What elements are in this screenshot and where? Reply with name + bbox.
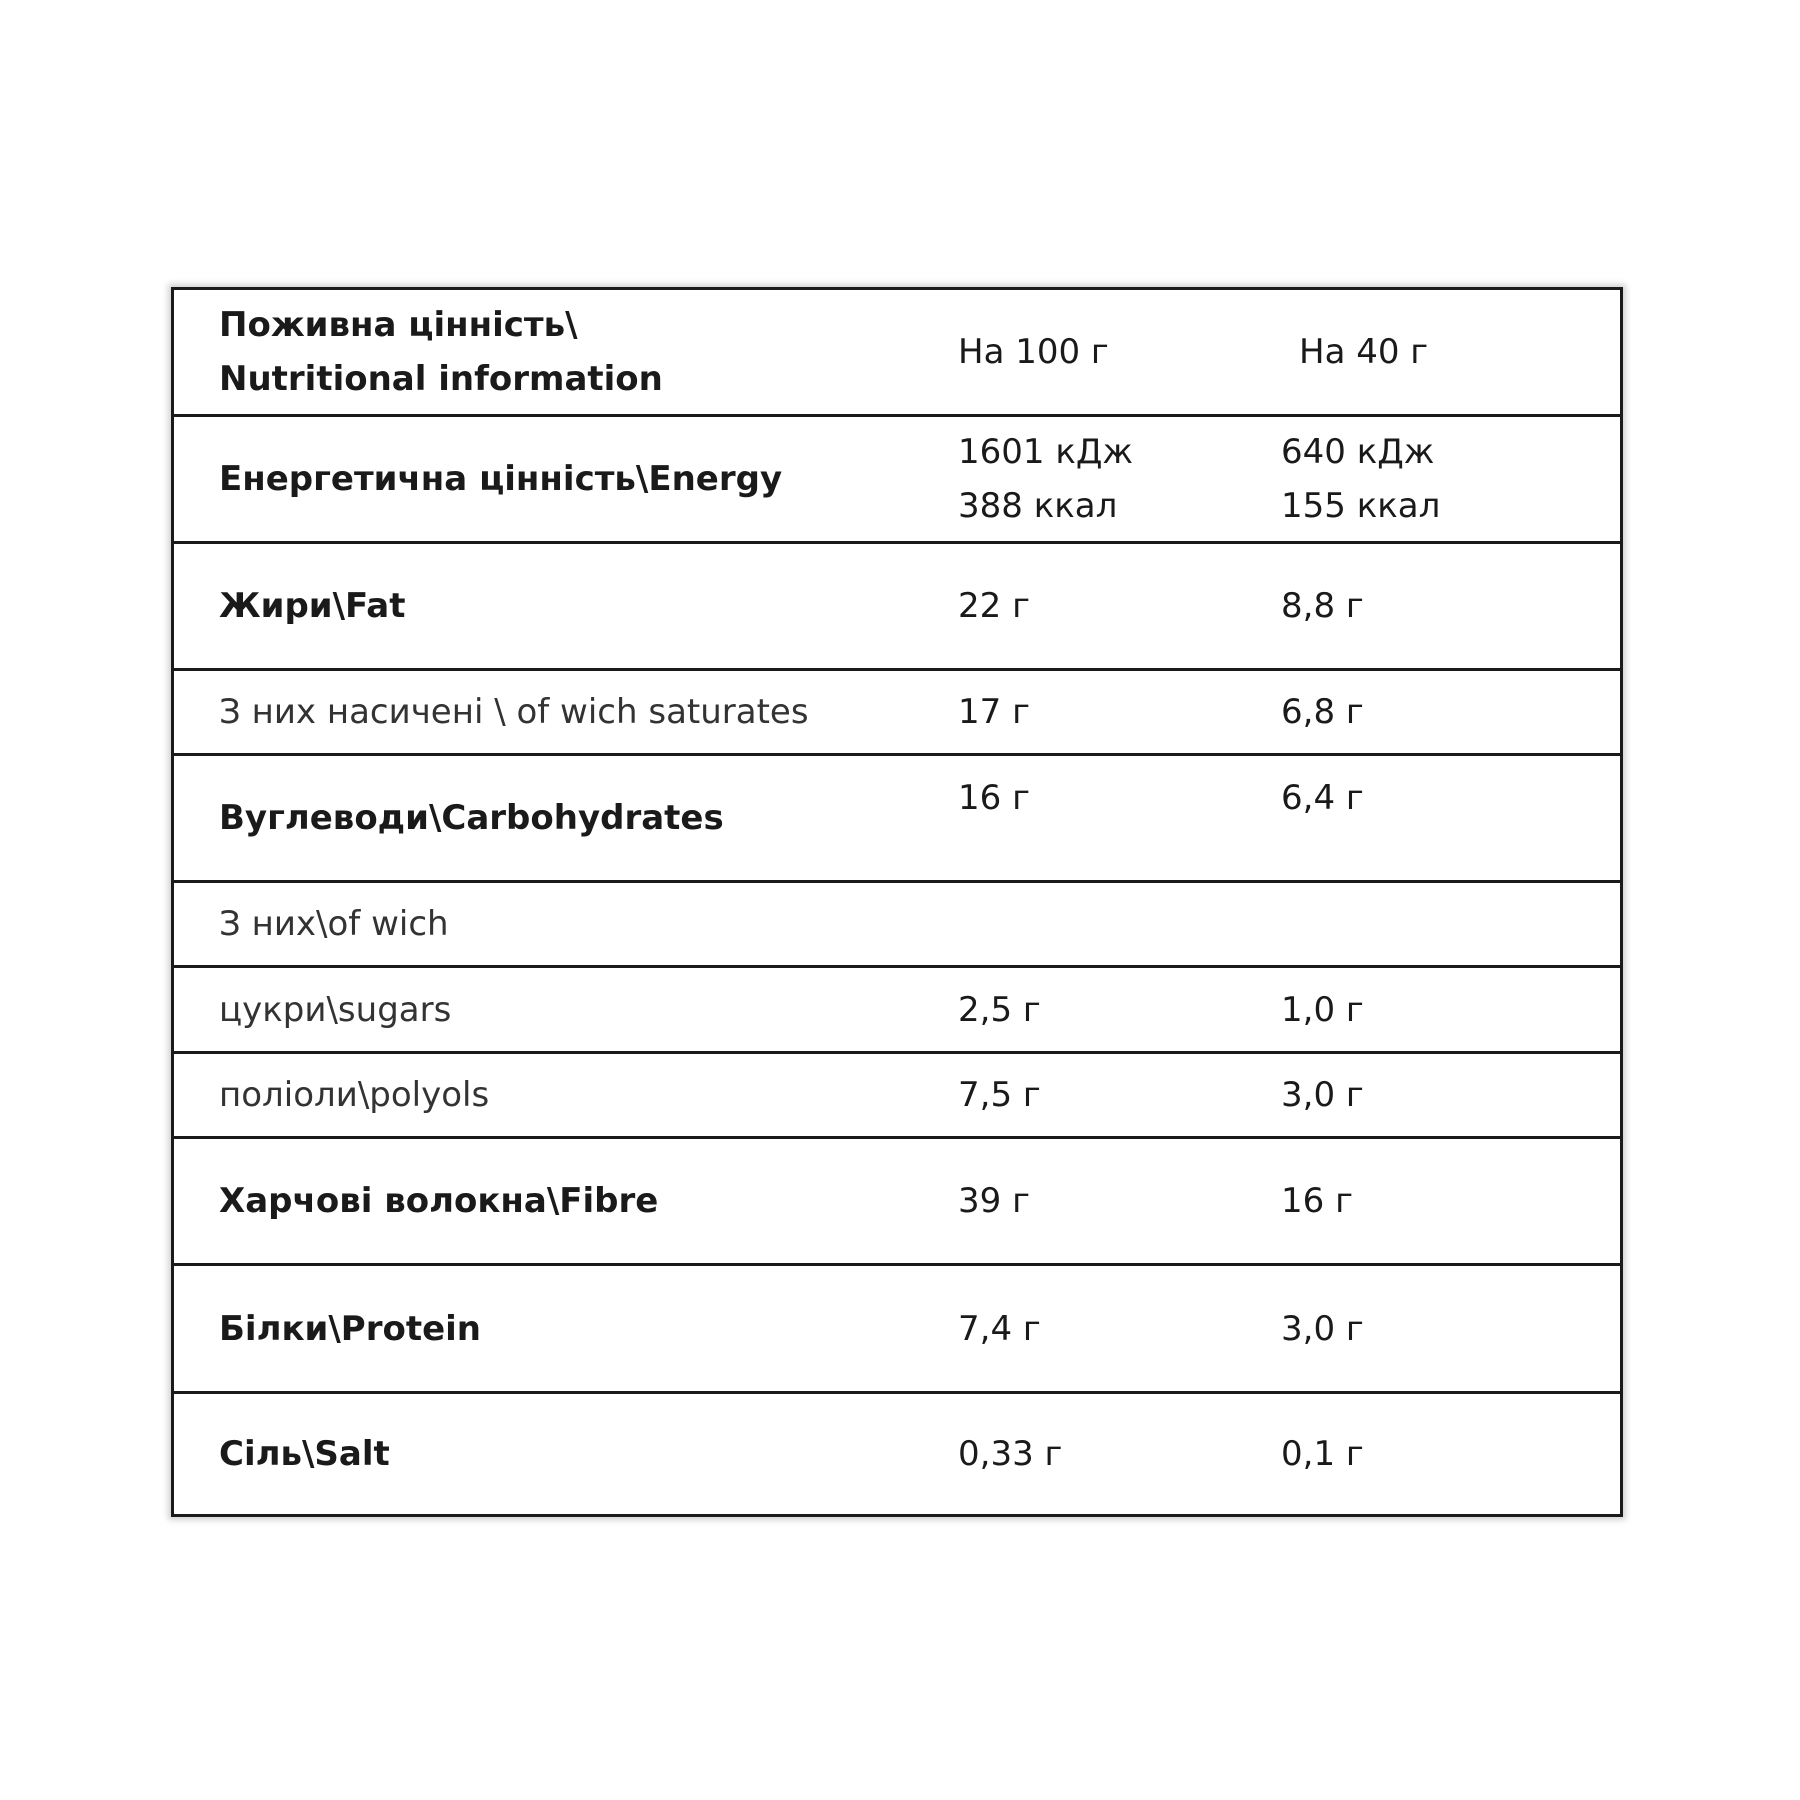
header-title-en: Nutritional information (219, 359, 663, 399)
table-row-saturates (174, 668, 1620, 753)
row-per40: 3,0 г (1281, 1308, 1364, 1349)
row-per40: 8,8 г (1281, 586, 1364, 626)
row-label: З них насичені \ of wich saturates (219, 692, 809, 732)
row-label: Жири\Fat (219, 586, 406, 626)
row-per100: 16 г (958, 778, 1030, 818)
row-label: Сіль\Salt (219, 1434, 390, 1474)
energy-kcal-per40: 155 ккал (1281, 486, 1441, 526)
nutrition-table (171, 287, 1623, 1517)
row-per40: 0,1 г (1281, 1434, 1364, 1474)
row-per100: 7,5 г (958, 1075, 1041, 1115)
row-label: З них\of wich (219, 904, 449, 944)
row-per100: 7,4 г (958, 1308, 1041, 1349)
table-row-protein (174, 1263, 1620, 1391)
energy-kj-per40: 640 кДж (1281, 432, 1435, 472)
row-label: Білки\Protein (219, 1308, 482, 1349)
table-row-fat (174, 541, 1620, 668)
row-label: Харчові волокна\Fibre (219, 1181, 659, 1221)
header-title-uk: Поживна цінність\ (219, 305, 578, 345)
row-per100 (958, 417, 1133, 541)
row-label: поліоли\polyols (219, 1075, 490, 1115)
table-row-energy (174, 414, 1620, 541)
table-row-fibre (174, 1136, 1620, 1263)
row-per40: 6,8 г (1281, 692, 1364, 732)
row-per40: 6,4 г (1281, 778, 1364, 818)
row-per100: 2,5 г (958, 989, 1041, 1030)
energy-kj-per100: 1601 кДж (958, 432, 1134, 472)
row-per100: 22 г (958, 586, 1030, 626)
row-per40 (1281, 417, 1440, 541)
table-row-of-which (174, 880, 1620, 965)
header-title (219, 290, 663, 414)
header-per40: На 40 г (1299, 332, 1429, 372)
table-header-row (174, 290, 1620, 414)
row-per100: 17 г (958, 692, 1030, 732)
header-per100: На 100 г (958, 332, 1109, 372)
row-label: Енергетична цінність\Energy (219, 459, 783, 499)
row-per100: 0,33 г (958, 1434, 1063, 1474)
row-per40: 3,0 г (1281, 1075, 1364, 1115)
row-per100: 39 г (958, 1181, 1030, 1221)
energy-kcal-per100: 388 ккал (958, 486, 1118, 526)
table-row-polyols (174, 1051, 1620, 1136)
table-row-salt (174, 1391, 1620, 1514)
table-row-carbohydrates (174, 753, 1620, 880)
row-label: цукри\sugars (219, 989, 452, 1030)
row-label: Вуглеводи\Carbohydrates (219, 798, 724, 838)
table-row-sugars (174, 965, 1620, 1051)
row-per40: 16 г (1281, 1181, 1353, 1221)
row-per40: 1,0 г (1281, 989, 1364, 1030)
